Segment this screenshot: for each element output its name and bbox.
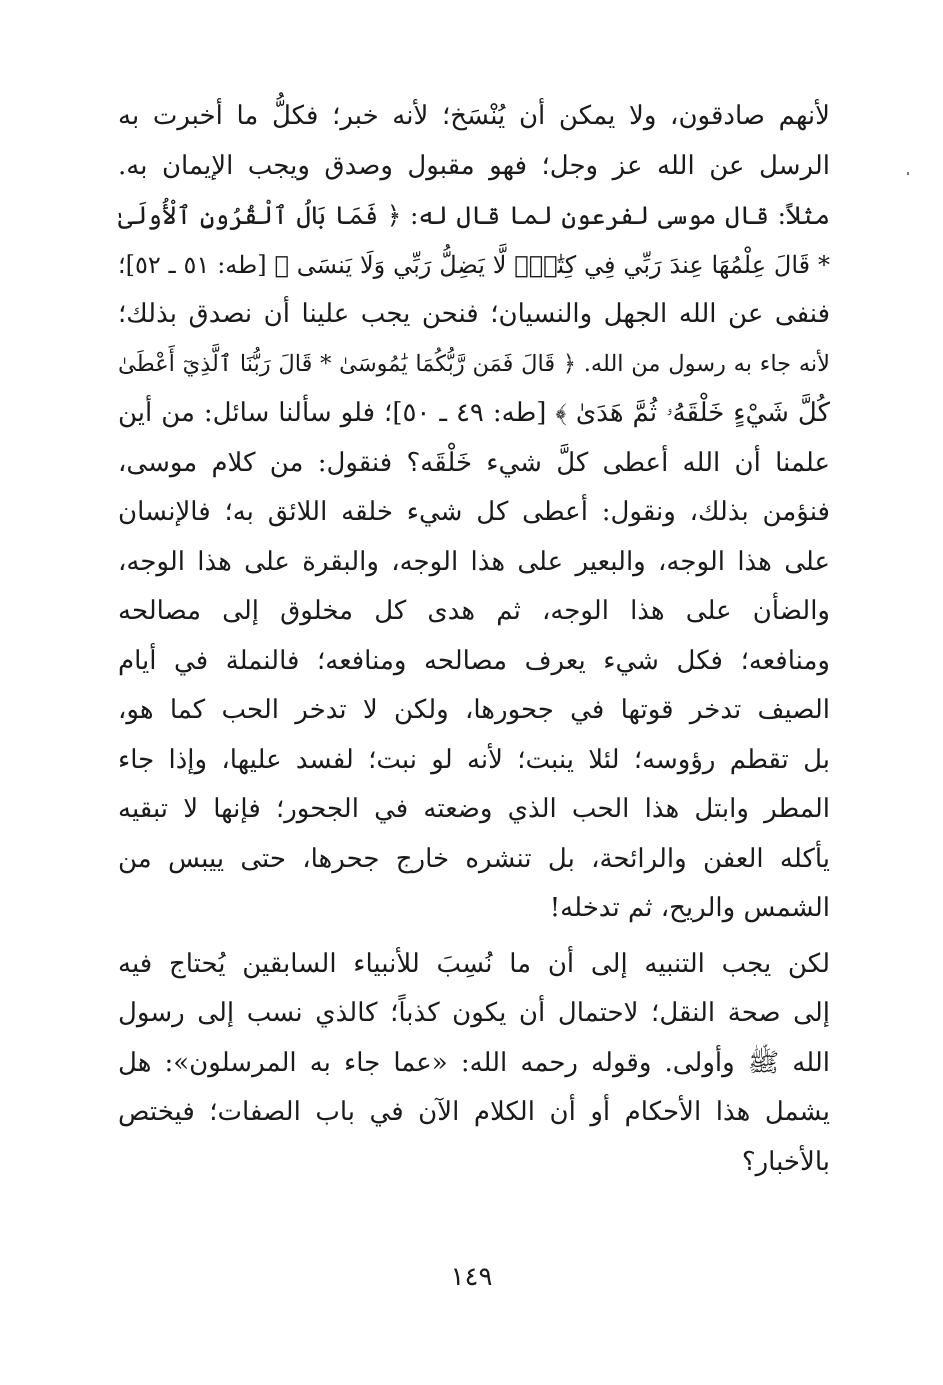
- paragraph-2: [118, 940, 830, 1188]
- text-line: بل تقطم رؤوسه؛ لئلا ينبت؛ لأنه لو نبت؛ لفسد عليها، وإذا جاء: [118, 744, 830, 775]
- scan-speck: [907, 172, 909, 175]
- text-line: علمنا أن الله أعطى كلَّ شيء خَلْقَه؟ فنقول: من كلام موسى،: [118, 447, 830, 478]
- text-line: فنفى عن الله الجهل والنسيان؛ فنحن يجب علينا أن نصدق بذلك؛: [118, 299, 830, 329]
- text-line: الرسل عن الله عز وجل؛ فهو مقبول وصدق ويجب الإيمان به.: [118, 150, 830, 181]
- text-line: * قَالَ عِلْمُهَا عِندَ رَبِّي فِي كِتَٰبٍۖ لَّا يَضِلُّ رَبِّي وَلَا يَنسَى ﴾ [طه: ٥١ ـ ٥٢]؛: [118, 250, 830, 279]
- text-line: كُلَّ شَيْءٍ خَلْقَهُۥ ثُمَّ هَدَىٰ ﴾ [طه: ٤٩ ـ ٥٠]؛ فلو سألنا سائل: من أين: [118, 398, 830, 428]
- text-line: والضأن على هذا الوجه، ثم هدى كل مخلوق إلى مصالحه: [118, 596, 830, 626]
- paragraph-1: [118, 92, 830, 934]
- text-line: الصيف تدخر قوتها في جحورها، ولكن لا تدخر الحب كما هو،: [118, 695, 830, 725]
- text-line: لأنه جاء به رسول من الله. ﴿ قَالَ فَمَن رَّبُّكُمَا يَٰمُوسَىٰ * قَالَ رَبُّنَا ٱلَّذِيٓ أَعْطَىٰ: [118, 350, 830, 377]
- text-line: لكن يجب التنبيه إلى أن ما نُسِبَ للأنبياء السابقين يُحتاج فيه: [118, 948, 830, 979]
- text-line: بالأخبار؟: [741, 1146, 830, 1177]
- text-line: على هذا الوجه، والبعير على هذا الوجه، والبقرة على هذا الوجه،: [118, 546, 830, 577]
- text-line: الله ﷺ وأولى. وقوله رحمه الله: «عما جاء به المرسلون»: هل: [118, 1047, 830, 1078]
- text-line: إلى صحة النقل؛ لاحتمال أن يكون كذباً؛ كالذي نسب إلى رسول: [118, 998, 830, 1028]
- text-line: مثلاً: قال موسى لفرعون لما قال له: ﴿ فَمَا بَالُ ٱلْقُرُونِ ٱلْأُولَىٰ: [118, 201, 830, 230]
- page-body: [118, 92, 830, 1187]
- text-line: يأكله العفن والرائحة، بل تنشره خارج جحرها، حتى ييبس من: [118, 843, 830, 874]
- text-line: لأنهم صادقون، ولا يمكن أن يُنْسَخ؛ لأنه خبر؛ فكلُّ ما أخبرت به: [118, 101, 830, 131]
- text-line: يشمل هذا الأحكام أو أن الكلام الآن في باب الصفات؛ فيختص: [118, 1097, 830, 1127]
- page-number: ١٤٩: [450, 1262, 493, 1292]
- text-line: ومنافعه؛ فكل شيء يعرف مصالحه ومنافعه؛ فالنملة في أيام: [118, 645, 830, 676]
- text-line: المطر وابتل هذا الحب الذي وضعته في الجحور؛ فإنها لا تبقيه: [118, 794, 830, 824]
- text-line: الشمس والريح، ثم تدخله!: [549, 893, 830, 923]
- text-line: فنؤمن بذلك، ونقول: أعطى كل شيء خلقه اللائق به؛ فالإنسان: [118, 497, 830, 527]
